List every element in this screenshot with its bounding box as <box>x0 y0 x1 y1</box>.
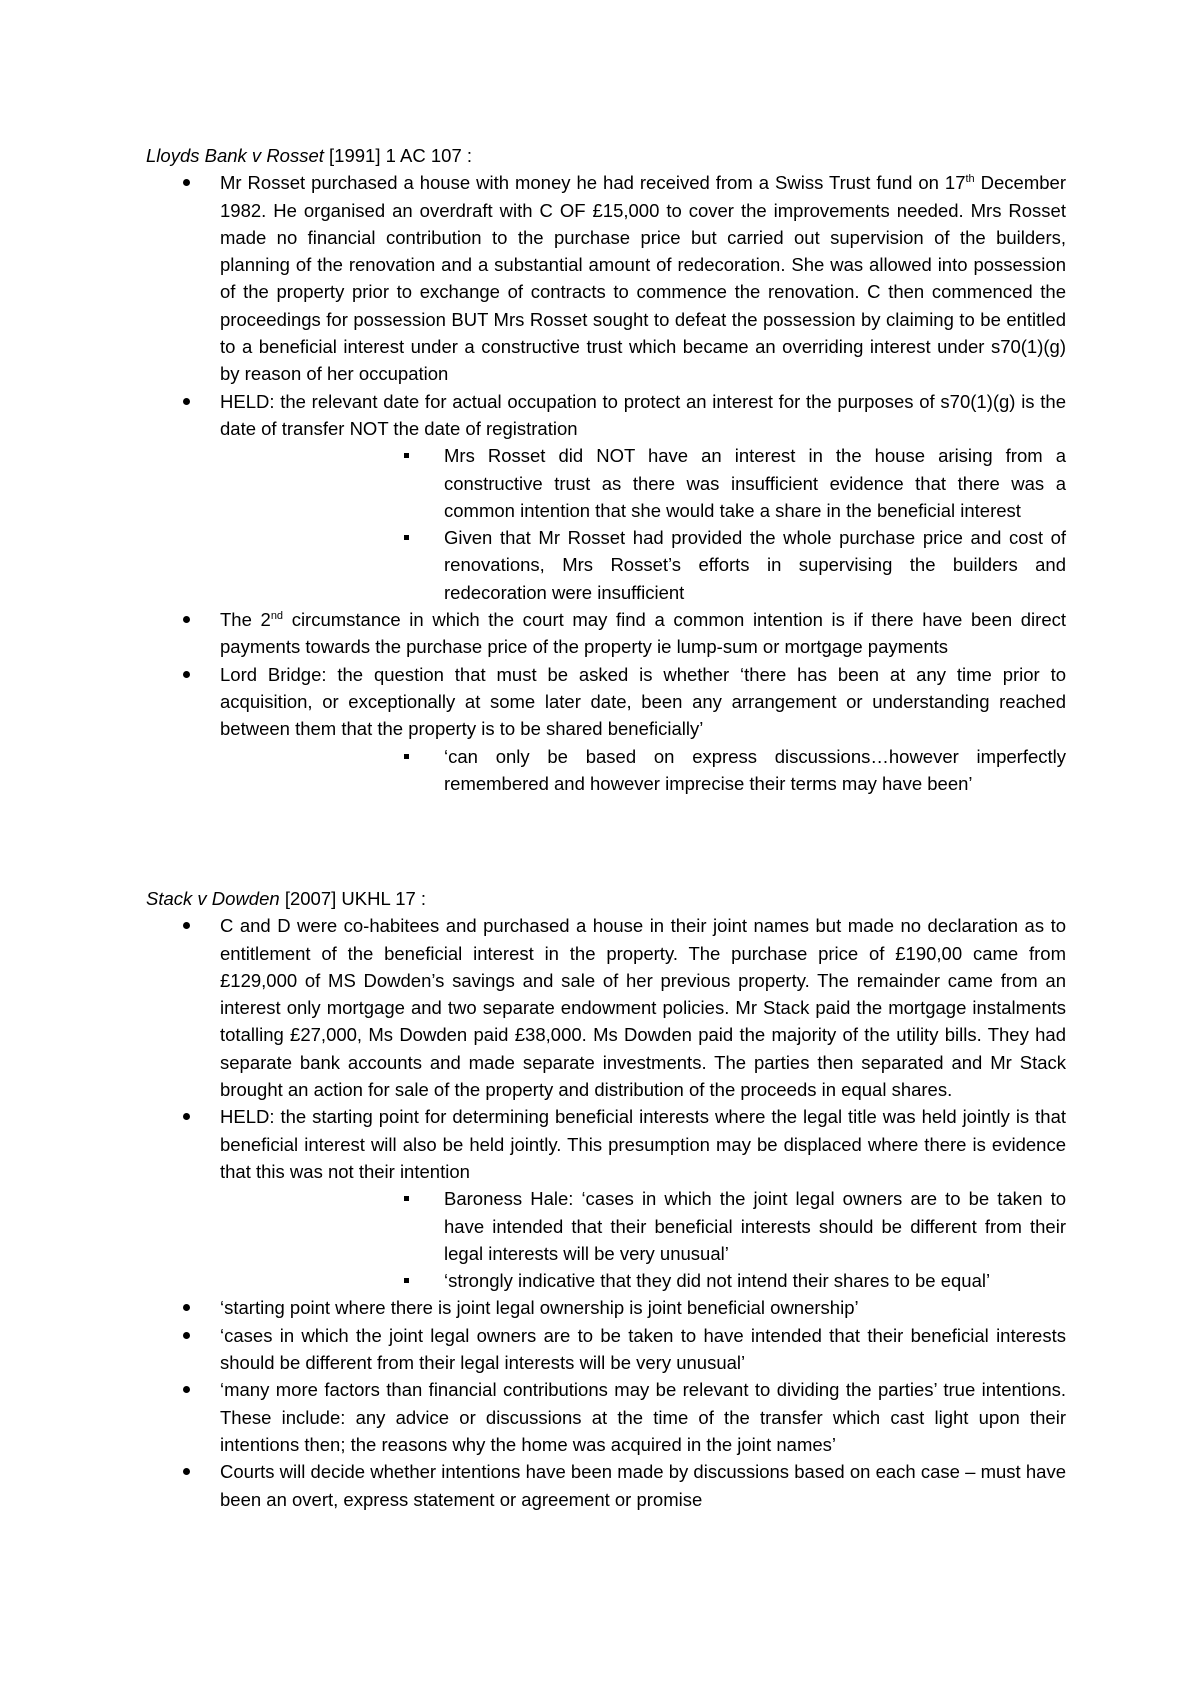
sub-bullet-item: ‘can only be based on express discussions…however imperfectly remembered and however imprecise their terms may have been’ <box>220 743 1066 798</box>
case-citation: [1991] 1 AC 107 : <box>329 145 473 166</box>
case-heading <box>146 885 1066 912</box>
bullet-list <box>146 169 1066 797</box>
bullet-text: ‘many more factors than financial contributions may be relevant to dividing the parties’ true intentions. These include: any advice or discussions at the time of the transfer which cast light upon their intentions then; the reasons why the home was acquired in the joint names’ <box>220 1379 1066 1455</box>
sub-bullet-item: Baroness Hale: ‘cases in which the joint legal owners are to be taken to have intended that their beneficial interests should be different from their legal interests will be very unusual’ <box>220 1185 1066 1267</box>
bullet-text: December 1982. He organised an overdraft with C OF £15,000 to cover the improvements needed. Mrs Rosset made no financial contribution to the purchase price but carried out supervision of the builders, planning of the renovation and a substantial amount of redecoration. She was allowed into possession of the property prior to exchange of contracts to commence the renovation. C then commenced the proceedings for possession BUT Mrs Rosset sought to defeat the possession by claiming to be entitled to a beneficial interest under a constructive trust which became an overriding interest under s70(1)(g) by reason of her occupation <box>220 172 1066 385</box>
case-heading <box>146 142 1066 169</box>
sub-bullet-list <box>220 442 1066 606</box>
sub-bullet-item: ‘strongly indicative that they did not intend their shares to be equal’ <box>220 1267 1066 1294</box>
bullet-item <box>146 661 1066 797</box>
bullet-text: The 2 <box>220 609 271 631</box>
bullet-text: HELD: the starting point for determining beneficial interests where the legal title was held jointly is that beneficial interest will also be held jointly. This presumption may be displaced where there is evidence that this was not their intention <box>220 1106 1066 1182</box>
bullet-text: Lord Bridge: the question that must be asked is whether ‘there has been at any time prior to acquisition, or exceptionally at some later date, been any arrangement or understanding reached between them that the property is to be shared beneficially’ <box>220 663 1066 740</box>
case-name: Stack v Dowden <box>146 888 280 909</box>
bullet-text: ‘starting point where there is joint legal ownership is joint beneficial ownership’ <box>220 1297 859 1319</box>
bullet-item <box>146 388 1066 606</box>
sub-bullet-item: Mrs Rosset did NOT have an interest in the house arising from a constructive trust as there was insufficient evidence that there was a common intention that she would take a share in the beneficial interest <box>220 442 1066 524</box>
bullet-item <box>146 912 1066 1103</box>
bullet-text: ‘cases in which the joint legal owners are to be taken to have intended that their beneficial interests should be different from their legal interests will be very unusual’ <box>220 1324 1066 1374</box>
bullet-item <box>146 1376 1066 1458</box>
bullet-item <box>146 1103 1066 1294</box>
bullet-item <box>146 1294 1066 1321</box>
sub-bullet-list <box>220 743 1066 798</box>
sub-bullet-item: Given that Mr Rosset had provided the whole purchase price and cost of renovations, Mrs Rosset’s efforts in supervising the builders and redecoration were insufficient <box>220 524 1066 606</box>
bullet-item <box>146 1322 1066 1377</box>
case-name: Lloyds Bank v Rosset <box>146 145 324 166</box>
bullet-item <box>146 1458 1066 1513</box>
bullet-text: HELD: the relevant date for actual occupation to protect an interest for the purposes of s70(1)(g) is the date of transfer NOT the date of registration <box>220 390 1066 439</box>
bullet-list <box>146 912 1066 1513</box>
bullet-text: Courts will decide whether intentions have been made by discussions based on each case – must have been an overt, express statement or agreement or promise <box>220 1461 1066 1510</box>
case-citation: [2007] UKHL 17 : <box>284 888 427 909</box>
case-section-lloyds-bank-v-rosset <box>146 142 1066 797</box>
bullet-text: Mr Rosset purchased a house with money he had received from a Swiss Trust fund on 17 <box>220 172 966 194</box>
bullet-text: circumstance in which the court may find a common intention is if there have been direct payments towards the purchase price of the property ie lump-sum or mortgage payments <box>220 609 1066 658</box>
sub-bullet-list <box>220 1185 1066 1294</box>
superscript: th <box>965 173 975 186</box>
bullet-item <box>146 169 1066 387</box>
bullet-text: C and D were co-habitees and purchased a house in their joint names but made no declaration as to entitlement of the beneficial interest in the property. The purchase price of £190,00 came from £129,000 of MS Dowden’s savings and sale of her previous property. The remainder came from an interest only mortgage and two separate endowment policies. Mr Stack paid the mortgage instalments totalling £27,000, Ms Dowden paid £38,000. Ms Dowden paid the majority of the utility bills. They had separate bank accounts and made separate investments. The parties then separated and Mr Stack brought an action for sale of the property and distribution of the proceeds in equal shares. <box>220 915 1066 1101</box>
bullet-item <box>146 606 1066 661</box>
superscript: nd <box>270 609 284 622</box>
case-section-stack-v-dowden <box>146 885 1066 1513</box>
